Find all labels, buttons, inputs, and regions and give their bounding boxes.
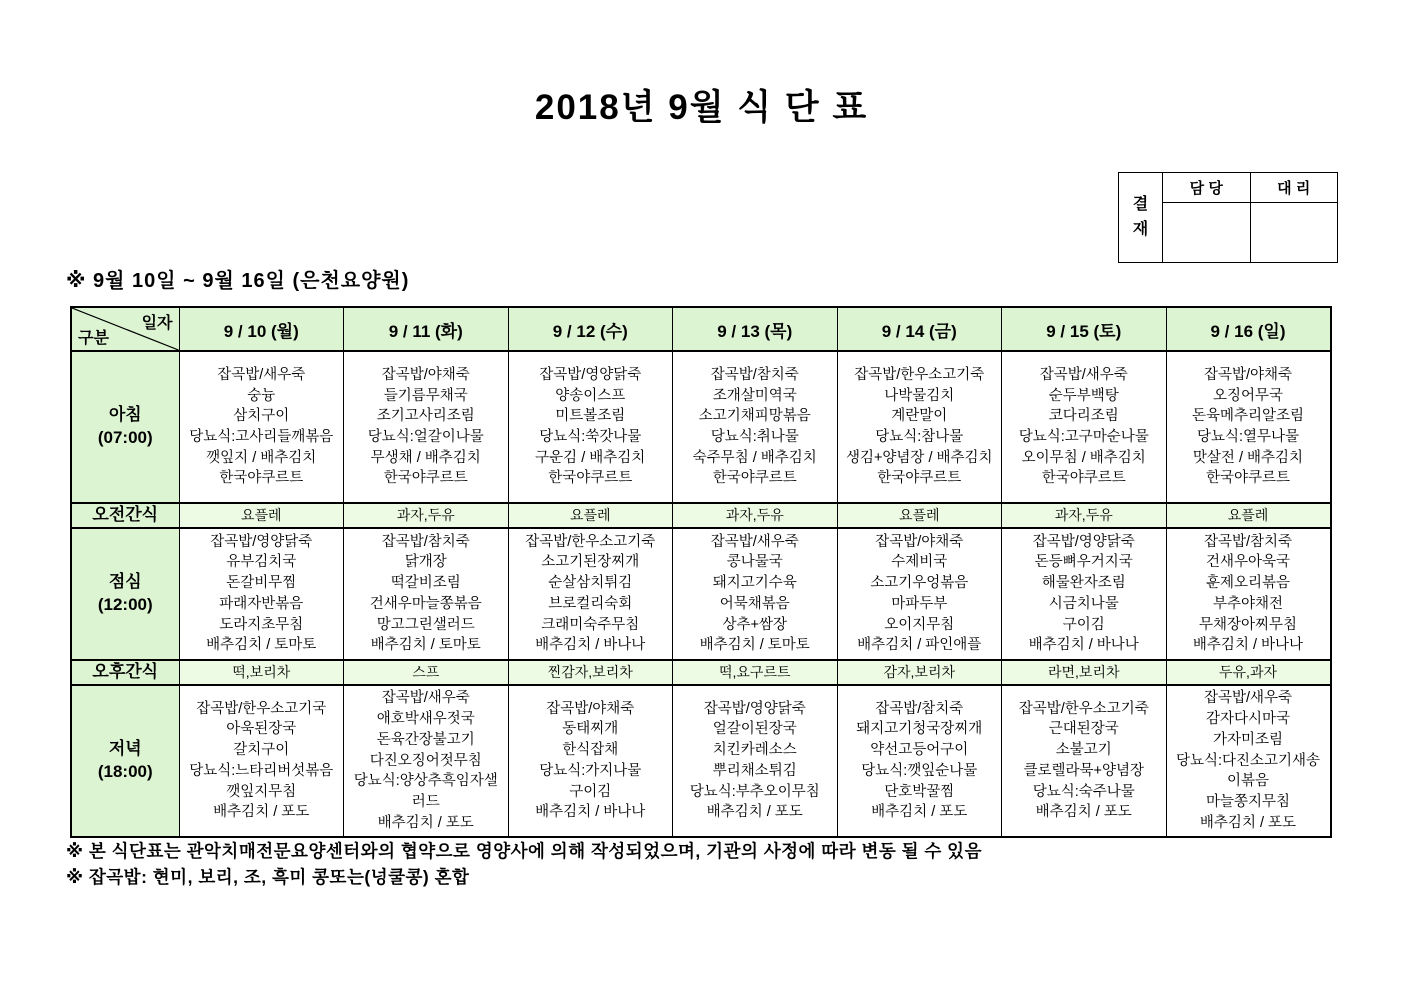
menu-item: 마늘쫑지무침 [1205,793,1291,810]
corner-label-date: 일자 [141,315,173,332]
menu-item: 어묵채볶음 [719,595,790,612]
meal-row-0 [71,351,1331,503]
meal-cell [1166,685,1331,837]
menu-item: 당뇨식:깻잎순나물 [861,762,978,779]
menu-item: 한식잡채 [562,742,619,759]
snack-row-1 [71,503,1331,528]
snack-cell: 떡,요구르트 [673,660,838,685]
menu-item: 브로컬리숙회 [548,595,633,612]
menu-item: 상추+쌈장 [722,616,787,633]
snack-cell: 감자,보리차 [837,660,1002,685]
menu-item: 계란말이 [891,408,948,425]
menu-item: 배추김치 / 포도 [706,804,803,821]
meal-row-2 [71,528,1331,660]
menu-item: 유부김치국 [226,554,297,571]
menu-item: 잡곡밥/한우소고기죽 [1018,700,1149,717]
corner-cell [71,307,179,351]
menu-item: 잡곡밥/영양닭죽 [210,533,313,550]
menu-item: 잡곡밥/새우죽 [381,690,470,707]
menu-item: 아욱된장국 [226,721,297,738]
menu-item: 오이지무침 [884,616,955,633]
footer-note-2: ※ 잡곡밥: 현미, 보리, 조, 흑미 콩또는(넝쿨콩) 혼합 [66,867,470,888]
menu-item: 배추김치 / 토마토 [699,637,810,654]
menu-item: 동태찌개 [562,721,619,738]
snack-cell: 요플레 [179,503,344,528]
approval-col-daeri: 대 리 [1250,173,1338,203]
menu-item: 당뇨식:가지나물 [539,762,642,779]
menu-item: 부추야채전 [1212,595,1284,612]
menu-item: 갈치구이 [233,742,290,759]
menu-item: 당뇨식:숙주나물 [1032,783,1135,800]
menu-item: 배추김치 / 포도 [1199,814,1297,831]
menu-item: 들기름무채국 [383,387,468,404]
date-header-7: 9 / 16 (일) [1166,307,1331,351]
menu-item: 크래미숙주무침 [541,616,640,633]
menu-item: 수제비국 [891,554,948,571]
menu-item: 오징어무국 [1212,387,1284,404]
menu-item: 약선고등어구이 [870,742,969,759]
snack-cell: 과자,두유 [1002,503,1167,528]
footer-note-1: ※ 본 식단표는 관악치매전문요양센터와의 협약으로 영양사에 의해 작성되었으며, 기관의 사정에 따라 변동 될 수 있음 [66,841,982,861]
snack-cell: 요플레 [837,503,1002,528]
date-header-row [71,307,1331,351]
menu-item: 얼갈이된장국 [712,721,797,738]
menu-item: 잡곡밥/야채죽 [381,366,470,383]
meal-cell [344,528,509,660]
menu-item: 근대된장국 [1048,721,1119,738]
menu-item: 조개살미역국 [712,387,797,404]
menu-item: 클로렐라묵+양념장 [1023,762,1145,779]
date-header-6: 9 / 15 (토) [1002,307,1167,351]
menu-item: 구이김 [569,783,612,800]
menu-item: 콩나물국 [726,554,783,571]
menu-item: 숭늉 [247,387,276,404]
menu-item: 배추김치 / 토마토 [206,637,317,654]
menu-item: 잡곡밥/야채죽 [1203,366,1293,383]
menu-item: 건새우마늘쫑볶음 [369,595,482,612]
menu-item: 무채장아찌무침 [1198,616,1298,633]
menu-item: 떡갈비조림 [390,575,461,592]
menu-item: 당뇨식:고사리들깨볶음 [189,429,334,445]
menu-item: 돈육간장불고기 [376,731,475,748]
row-label-저녁: 저녁 (18:00) [71,685,179,837]
menu-item: 한국야쿠르트 [219,470,304,487]
menu-item: 잡곡밥/영양닭죽 [539,366,642,383]
week-range-subtitle: ※ 9월 10일 ~ 9월 16일 (은천요양원) [66,270,410,292]
page-title: 2018년 9월 식 단 표 [534,88,869,127]
menu-item: 잡곡밥/참치죽 [710,366,799,383]
snack-cell: 과자,두유 [673,503,838,528]
menu-item: 당뇨식:부추오이무침 [689,783,820,800]
date-header-1: 9 / 10 (월) [179,307,344,351]
meal-cell [1002,685,1167,837]
approval-stamp-label: 결재 [1119,173,1163,263]
menu-item: 구이김 [1062,616,1105,633]
menu-item: 잡곡밥/참치죽 [875,700,964,717]
row-label-오후간식: 오후간식 [71,660,179,685]
menu-item: 구운김 / 배추김치 [535,449,646,466]
menu-item: 돼지고기청국장찌개 [856,721,983,738]
menu-item: 깻잎지 / 배추김치 [206,449,317,466]
meal-cell [179,685,344,837]
meal-cell [1002,351,1167,503]
meal-cell [508,351,673,503]
menu-item: 잡곡밥/한우소고기국 [196,700,327,717]
menu-item: 해물완자조림 [1041,575,1126,592]
snack-row-3 [71,660,1331,685]
menu-item: 배추김치 / 바나나 [535,637,646,654]
menu-item: 잡곡밥/영양닭죽 [703,700,806,717]
snack-cell: 과자,두유 [344,503,509,528]
footer-notes [66,838,982,891]
row-label-점심: 점심 (12:00) [71,528,179,660]
meal-cell [673,351,838,503]
menu-item: 잡곡밥/야채죽 [546,700,635,717]
menu-item: 당뇨식:다진소고기새송이볶음 [1175,752,1321,790]
menu-item: 도라지초무침 [219,616,304,633]
meal-row-4 [71,685,1331,837]
menu-item: 소고기채피망볶음 [698,408,811,425]
menu-item: 양송이스프 [555,387,626,404]
menu-item: 잡곡밥/참치죽 [1203,533,1293,550]
menu-item: 가자미조림 [1212,731,1284,748]
menu-item: 돈등뼈우거지국 [1034,554,1133,571]
menu-item: 조기고사리조림 [376,408,475,425]
snack-cell: 라면,보리차 [1002,660,1167,685]
menu-item: 잡곡밥/새우죽 [217,366,306,383]
menu-item: 치킨카레소스 [712,742,797,759]
menu-item: 순두부백탕 [1048,387,1119,404]
menu-item: 잡곡밥/새우죽 [1203,690,1293,707]
menu-item: 배추김치 / 바나나 [1192,637,1304,654]
menu-item: 소불고기 [1055,742,1112,759]
menu-item: 돈갈비무찜 [226,575,297,592]
meal-cell [1166,528,1331,660]
menu-item: 당뇨식:쑥갓나물 [539,429,642,445]
menu-item: 미트볼조림 [555,408,626,425]
snack-cell: 찐감자,보리차 [508,660,673,685]
menu-item: 나박물김치 [884,387,955,404]
meal-cell [344,685,509,837]
menu-item: 잡곡밥/새우죽 [1039,366,1128,383]
approval-col-damdang: 담 당 [1163,173,1251,203]
menu-item: 오이무침 / 배추김치 [1021,449,1146,466]
date-header-2: 9 / 11 (화) [344,307,509,351]
menu-item: 한국야쿠르트 [383,470,468,487]
menu-item: 당뇨식:열무나물 [1196,429,1300,445]
menu-item: 잡곡밥/참치죽 [381,533,470,550]
row-label-아침: 아침 (07:00) [71,351,179,503]
menu-item: 한국야쿠르트 [1205,470,1291,487]
menu-item: 뿌리채소튀김 [712,762,797,779]
menu-item: 당뇨식:고구마순나물 [1018,429,1149,445]
menu-item: 마파두부 [891,595,948,612]
meal-cell [1002,528,1167,660]
menu-item: 소고기우엉볶음 [870,575,969,592]
date-header-3: 9 / 12 (수) [508,307,673,351]
menu-item: 배추김치 / 포도 [213,804,310,821]
snack-cell: 요플레 [508,503,673,528]
menu-item: 잡곡밥/새우죽 [710,533,799,550]
meal-cell [344,351,509,503]
meal-cell [837,528,1002,660]
menu-item: 잡곡밥/영양닭죽 [1032,533,1135,550]
meal-cell [673,685,838,837]
approval-sign-cell [1163,203,1251,263]
menu-item: 잡곡밥/한우소고기죽 [525,533,656,550]
menu-item: 맛살전 / 배추김치 [1192,449,1304,466]
menu-item: 건새우아욱국 [1205,554,1291,571]
snack-cell: 두유,과자 [1166,660,1331,685]
meal-cell [837,685,1002,837]
snack-cell: 떡,보리차 [179,660,344,685]
menu-item: 단호박꿀찜 [884,783,955,800]
menu-item: 배추김치 / 바나나 [1028,637,1139,654]
date-header-4: 9 / 13 (목) [673,307,838,351]
menu-item: 생김+양념장 / 배추김치 [845,449,993,466]
menu-item: 당뇨식:취나물 [710,429,799,445]
menu-item: 감자다시마국 [1205,711,1291,728]
menu-item: 배추김치 / 포도 [1035,804,1132,821]
meal-cell [1166,351,1331,503]
menu-item: 당뇨식:양상추흑임자샐러드 [353,773,498,810]
menu-item: 닭개장 [404,554,447,571]
row-label-오전간식: 오전간식 [71,503,179,528]
menu-item: 잡곡밥/야채죽 [875,533,964,550]
menu-item: 배추김치 / 토마토 [370,637,481,654]
menu-item: 배추김치 / 파인애플 [857,637,982,654]
menu-item: 한국야쿠르트 [712,470,797,487]
menu-item: 망고그린샐러드 [376,616,475,633]
menu-item: 소고기된장찌개 [541,554,640,571]
snack-cell: 스프 [344,660,509,685]
menu-item: 당뇨식:느타리버섯볶음 [189,762,334,779]
corner-label-category: 구분 [78,330,109,347]
menu-item: 한국야쿠르트 [548,470,633,487]
menu-item: 훈제오리볶음 [1205,575,1291,592]
menu-item: 다진오징어젓무침 [369,752,482,769]
menu-item: 돈육메추리알조림 [1191,408,1305,425]
menu-item: 삼치구이 [233,408,290,425]
snack-cell: 요플레 [1166,503,1331,528]
meal-cell [837,351,1002,503]
menu-item: 시금치나물 [1048,595,1119,612]
menu-item: 배추김치 / 포도 [871,804,968,821]
menu-item: 배추김치 / 바나나 [535,804,646,821]
meal-cell [673,528,838,660]
menu-item: 파래자반볶음 [219,595,304,612]
menu-item: 배추김치 / 포도 [377,814,474,831]
menu-item: 당뇨식:얼갈이나물 [367,429,484,445]
meal-cell [179,351,344,503]
meal-cell [508,528,673,660]
menu-item: 잡곡밥/한우소고기죽 [854,366,985,383]
approval-box [1118,172,1338,263]
menu-table [70,306,1332,838]
approval-sign-cell [1250,203,1338,263]
menu-item: 숙주무침 / 배추김치 [692,449,817,466]
menu-item: 한국야쿠르트 [1041,470,1126,487]
menu-item: 한국야쿠르트 [877,470,962,487]
date-header-5: 9 / 14 (금) [837,307,1002,351]
menu-item: 애호박새우젓국 [376,711,475,728]
menu-item: 깻잎지무침 [226,783,297,800]
meal-cell [179,528,344,660]
menu-item: 순살삼치튀김 [548,575,633,592]
menu-item: 코다리조림 [1048,408,1119,425]
meal-cell [508,685,673,837]
menu-item: 당뇨식:참나물 [875,429,964,445]
menu-item: 무생채 / 배추김치 [370,449,481,466]
menu-item: 돼지고기수육 [712,575,797,592]
